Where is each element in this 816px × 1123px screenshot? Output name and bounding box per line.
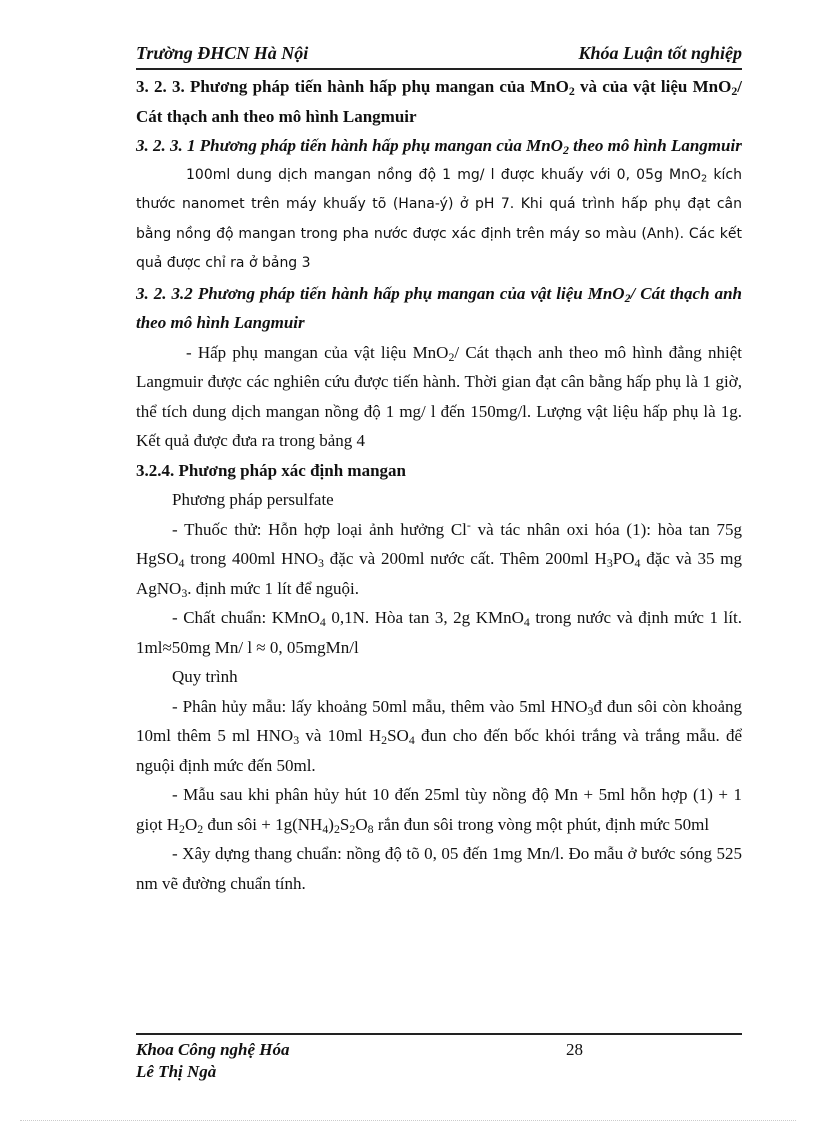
paragraph-reagent: - Thuốc thử: Hỗn hợp loại ảnh hưởng Cl- và tác nhân oxi hóa (1): hòa tan 75g HgSO$_4$ trong 400ml $HNO_3$ đặc và 200ml nước cất. Thêm 200ml $H_3PO_4$ đặc và 35 mg AgNO$_3$. định mức 1 lít để nguội.: [136, 517, 743, 600]
footer-department: Khoa Công nghệ Hóa: [136, 1040, 290, 1059]
page-content: [136, 72, 742, 898]
procedure-label: Quy trình: [172, 667, 238, 686]
section-heading-3-2-3: 3. 2. 3. Phương pháp tiến hành hấp phụ mangan của MnO$_2$ và của vật liệu MnO$_2$/ Cát thạch anh theo mô hình Langmuir: [136, 77, 742, 126]
footer-divider: [136, 1033, 742, 1035]
header-school: Trường ĐHCN Hà Nội: [136, 43, 309, 63]
subsection-heading-3-2-3-1: 3. 2. 3. 1 Phương pháp tiến hành hấp phụ mangan của MnO$_2$ theo mô hình Langmuir: [136, 136, 742, 157]
paragraph-material-adsorption: - Hấp phụ mangan của vật liệu MnO$_2$/ Cát thạch anh theo mô hình đẳng nhiệt Langmuir được các nghiên cứu được tiến hành. Thời gian đạt cân bằng hấp phụ là 1 giờ, thể tích dung dịch mangan nồng độ 1 mg/ l đến 150mg/l. Lượng vật liệu hấp phụ là 1g. Kết quả được đưa ra trong bảng 4: [136, 342, 742, 450]
section-heading-3-2-4: 3.2.4. Phương pháp xác định mangan: [136, 460, 406, 480]
paragraph-standard: - Chất chuẩn: KMnO$_4$ 0,1N. Hòa tan 3, 2g KMnO$_4$ trong nước và định mức 1 lít. 1ml≈50mg Mn/ l ≈ 0, 05mgMn/l: [136, 608, 742, 657]
header-thesis: Khóa Luận tốt nghiệp: [578, 43, 742, 63]
footer-author: Lê Thị Ngà: [136, 1062, 217, 1081]
subsection-heading-3-2-3-2: 3. 2. 3.2 Phương pháp tiến hành hấp phụ mangan của vật liệu MnO$_2$/ Cát thạch anh theo mô hình Langmuir: [136, 283, 742, 332]
paragraph-calibration: - Xây dựng thang chuẩn: nồng độ tõ 0, 05 đến 1mg Mn/l. Đo mẫu ở bước sóng 525 nm vẽ đường chuẩn tính.: [136, 844, 742, 893]
paragraph-mno2-adsorption: 100ml dung dịch mangan nồng độ 1 mg/ l được khuấy với 0, 05g MnO$_2$ kích thước nanomet trên máy khuấy tõ (Hana-ý) ở pH 7. Khi quá trình hấp phụ đạt cân bằng nồng độ mangan trong pha nước được xác định trên máy so màu (Anh). Các kết quả được chỉ ra ở bảng 3: [136, 166, 742, 271]
page-bottom-border: [20, 1120, 796, 1121]
page-number: 28: [566, 1040, 583, 1059]
paragraph-sample: - Mẫu sau khi phân hủy hút 10 đến 25ml tùy nồng độ Mn + 5ml hỗn hợp (1) + 1 giọt $H_2O_2$ đun sôi + $1g(NH_4)_2S_2O_8$ rắn đun sôi trong vòng một phút, định mức 50ml: [136, 785, 742, 836]
page-header: [136, 40, 742, 70]
method-name: Phương pháp persulfate: [172, 490, 334, 509]
paragraph-digestion: - Phân hủy mẫu: lấy khoảng 50ml mẫu, thêm vào 5ml $HNO_3đ$ đun sôi còn khoảng 10ml thêm 5 ml $HNO_3$ và 10ml $H_2SO_4$ đun cho đến bốc khói trắng và trắng mẫu. để nguội định mức đến 50ml.: [136, 696, 743, 775]
